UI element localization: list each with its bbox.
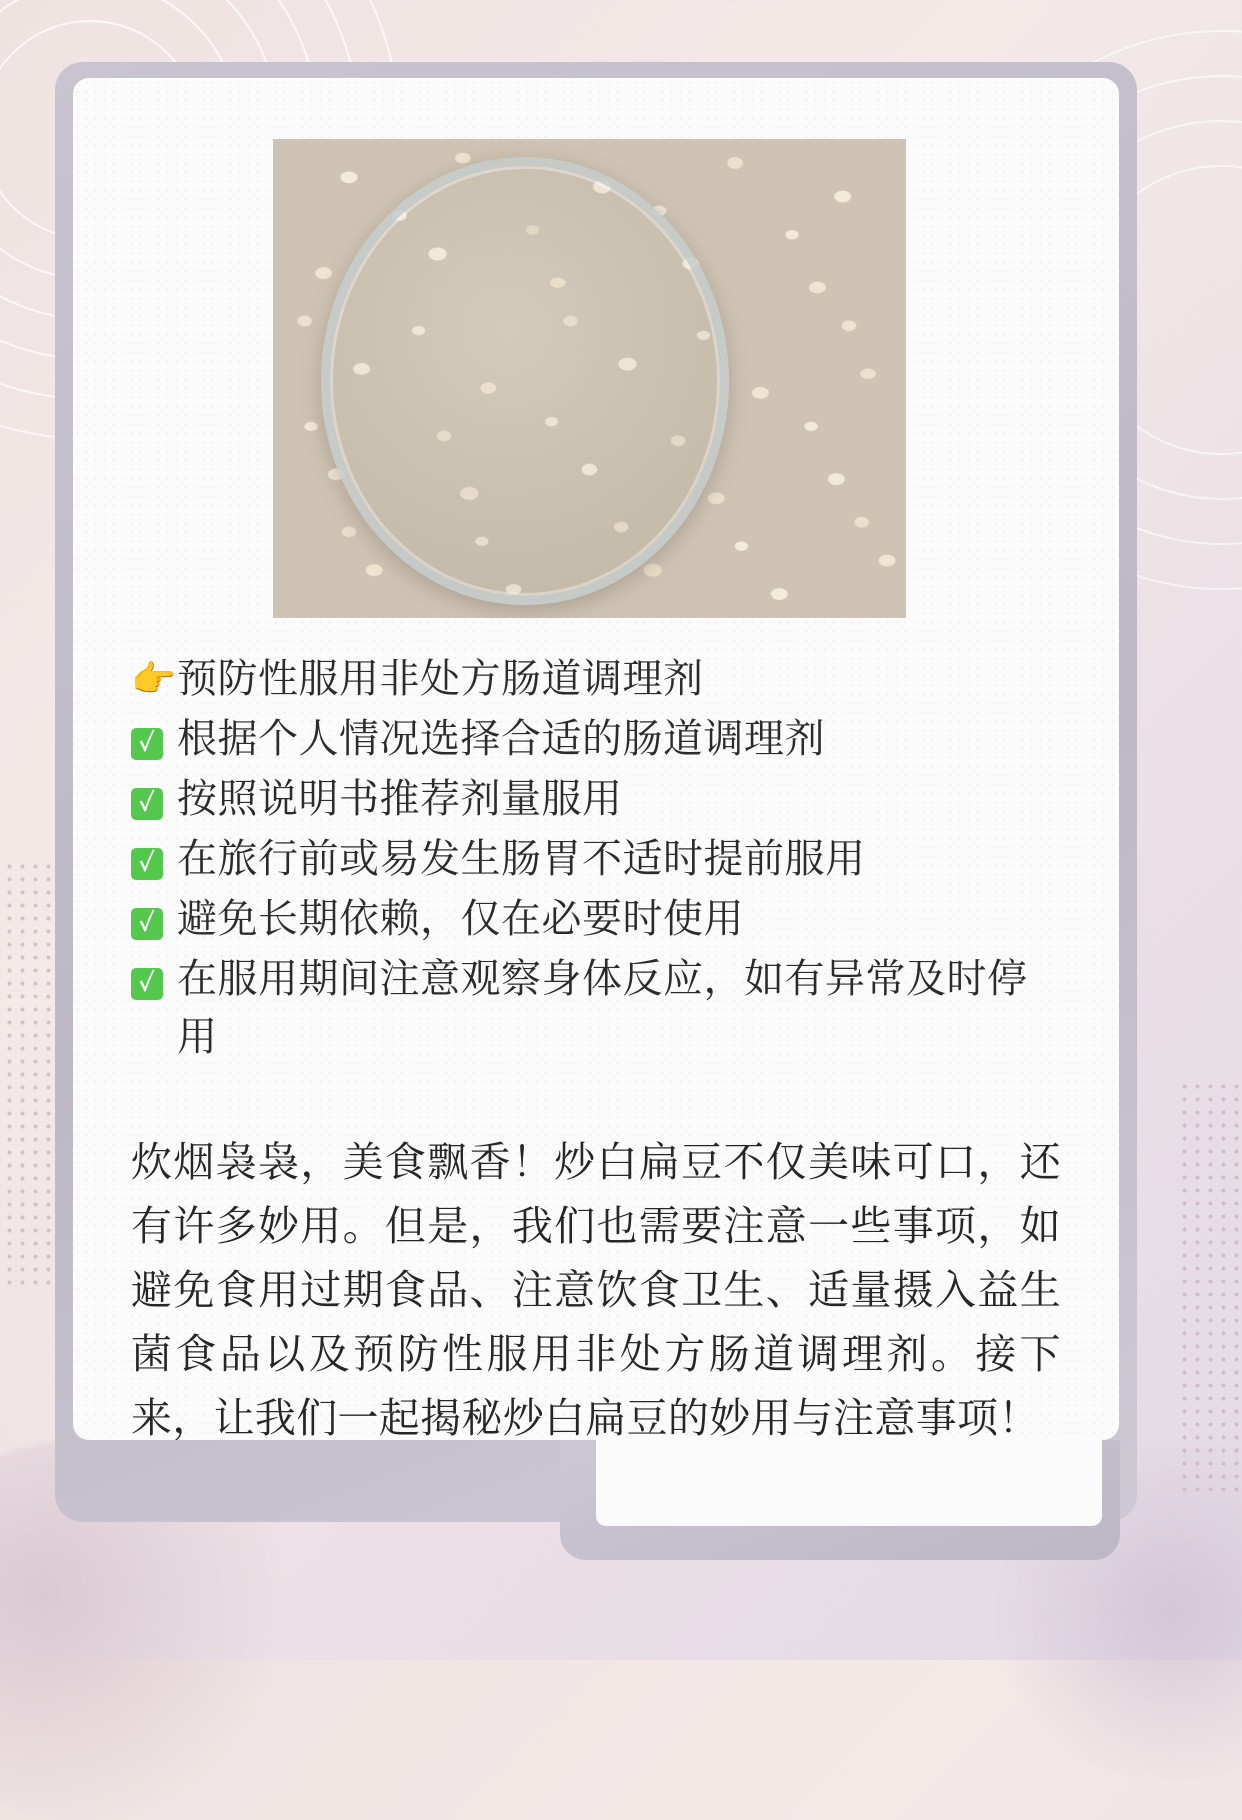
list-item xyxy=(131,830,1061,888)
dot-pattern-right xyxy=(1178,1080,1242,1500)
list-item xyxy=(131,770,1061,828)
list-item-label: 在旅行前或易发生肠胃不适时提前服用 xyxy=(177,837,866,881)
list-item-label: 按照说明书推荐剂量服用 xyxy=(177,777,623,821)
card-tail-inner xyxy=(596,1440,1102,1526)
check-mark-icon: ✓ xyxy=(131,770,177,828)
check-mark-icon: ✓ xyxy=(131,950,177,1008)
barley-grains-photo xyxy=(273,139,906,618)
content-card xyxy=(73,78,1119,1440)
glass-bowl-rim xyxy=(321,157,729,605)
article-paragraph: 炊烟袅袅，美食飘香！炒白扁豆不仅美味可口，还有许多妙用。但是，我们也需要注意一些事项，如避免食用过期食品、注意饮食卫生、适量摄入益生菌食品以及预防性服用非处方肠道调理剂。接下来，让我们一起揭秘炒白扁豆的妙用与注意事项！ xyxy=(131,1139,1061,1440)
list-item xyxy=(131,650,1061,708)
check-mark-icon: ✓ xyxy=(131,710,177,768)
pointing-finger-icon: 👉 xyxy=(131,658,177,699)
list-item-label: 预防性服用非处方肠道调理剂 xyxy=(177,657,704,701)
list-item-label: 根据个人情况选择合适的肠道调理剂 xyxy=(177,717,825,761)
list-item xyxy=(131,950,1061,1066)
check-mark-icon: ✓ xyxy=(131,890,177,948)
list-item-label: 避免长期依赖，仅在必要时使用 xyxy=(177,897,744,941)
article-body xyxy=(131,650,1061,1440)
list-item-label: 在服用期间注意观察身体反应，如有异常及时停用 xyxy=(177,957,1028,1059)
list-item xyxy=(131,890,1061,948)
check-mark-icon: ✓ xyxy=(131,830,177,888)
tips-list xyxy=(131,650,1061,1066)
list-item xyxy=(131,710,1061,768)
